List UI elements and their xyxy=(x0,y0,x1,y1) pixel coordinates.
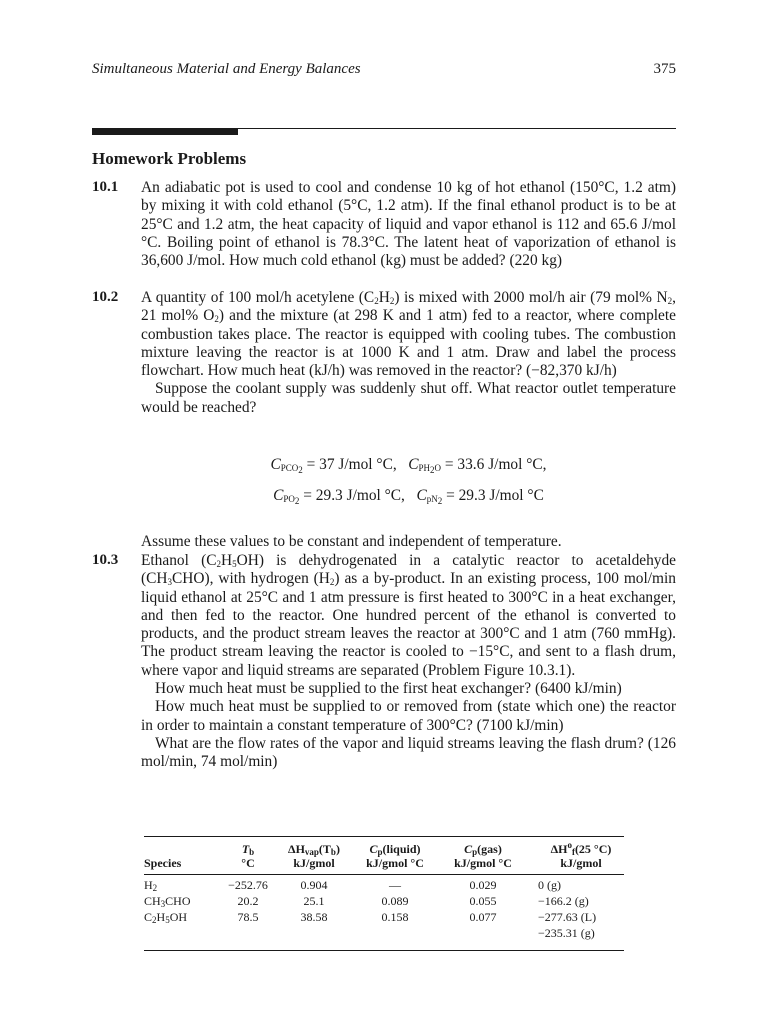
problem-10-3-paragraph-4: What are the flow rates of the vapor and liquid streams leaving the flash drum? (126 mol/min, 74 mol/min) xyxy=(141,734,676,771)
header-cp-gas: $C_p(gas)$ kJ/gmol °C xyxy=(454,842,512,870)
hvap-cell: 25.1 xyxy=(303,894,325,908)
problem-number-10-1: 10.1 xyxy=(92,179,119,195)
table-row xyxy=(144,893,624,909)
header-heat-of-vaporization: $\Delta H_{vap}(T_b)$ kJ/gmol xyxy=(288,842,340,870)
problem-10-3-paragraph-1: Ethanol $(C_2H_5OH)$ is dehydrogenated in a catalytic reactor to acetaldehyde $(CH_3CHO)$, with hydrogen $(H_2)$ as a by-product. In an existing process, 100 mol/min liquid ethanol at 25°C and 1 atm pressure is first heated to 300°C in a heat exchanger, and then fed to the reactor. One hundred percent of the ethanol is converted to products, and the product stream leaves the reactor at 300°C and 1 atm (760 mmHg). The product stream leaving the reactor is cooled to −15°C, and sent to a flash drum, where vapor and liquid streams are separated (Problem Figure 10.3.1). xyxy=(141,552,677,679)
problem-10-1-text xyxy=(141,179,676,270)
species-cell: $CH_3CHO$ xyxy=(144,894,191,909)
header-species: Species xyxy=(144,856,182,870)
problem-10-2-text xyxy=(141,289,676,417)
cp-liquid-cell: 0.158 xyxy=(381,910,409,924)
heat-capacity-equation-2: $C_{PO_2} = 29.3$ J/mol °C, $C_{pN_2} = 29.3$ J/mol °C xyxy=(273,487,544,506)
header-cp-liquid: $C_p(liquid)$ kJ/gmol °C xyxy=(366,842,424,870)
cp-liquid-cell: 0.089 xyxy=(381,894,409,908)
hvap-cell: 38.58 xyxy=(300,910,328,924)
table-bottom-rule xyxy=(144,950,624,951)
problem-10-2-paragraph-3: Assume these values to be constant and independent of temperature. xyxy=(141,533,562,550)
running-head: Simultaneous Material and Energy Balances xyxy=(92,61,361,77)
tb-cell: 78.5 xyxy=(237,910,259,924)
species-cell: $C_2H_5OH$ xyxy=(144,910,188,925)
cp-gas-cell: 0.077 xyxy=(469,910,497,924)
problem-10-2-paragraph-2: Suppose the coolant supply was suddenly shut off. What reactor outlet temperature would be reached? xyxy=(141,380,676,416)
species-cell: $H_2$ xyxy=(144,878,158,893)
tb-cell: −252.76 xyxy=(228,878,268,892)
section-rule-thin xyxy=(238,128,676,129)
properties-table xyxy=(144,842,624,941)
hf-cell: −166.2 (g) xyxy=(538,894,589,908)
problem-number-10-2: 10.2 xyxy=(92,289,119,305)
problem-10-3-paragraph-3: How much heat must be supplied to or removed from (state which one) the reactor in order to maintain a constant temperature of 300°C? (7100 kJ/min) xyxy=(141,698,676,734)
tb-cell: 20.2 xyxy=(237,894,259,908)
section-rule-thick xyxy=(92,128,238,135)
table-row xyxy=(144,909,624,941)
cp-liquid-cell: — xyxy=(389,878,401,892)
problem-10-3-paragraph-2: How much heat must be supplied to the first heat exchanger? (6400 kJ/min) xyxy=(155,680,622,698)
table-top-rule xyxy=(144,836,624,837)
hf-cell: 0 (g) xyxy=(538,878,561,892)
table-header-rule xyxy=(144,874,624,875)
table-row xyxy=(144,877,624,893)
page-number: 375 xyxy=(653,61,676,77)
hf-cell: −277.63 (L) −235.31 (g) xyxy=(538,910,597,940)
section-title: Homework Problems xyxy=(92,149,247,168)
header-heat-of-formation: $\Delta H^o_f(25$ °C) kJ/gmol xyxy=(550,840,612,870)
header-boiling-point: $T_b$ °C xyxy=(241,842,255,870)
problem-10-2-paragraph-1: A quantity of 100 mol/h acetylene $(C_2H_2)$ is mixed with 2000 mol/h air (79 mol% $N_2$, 21 mol% $O_2$) and the mixture (at 298 K and 1 atm) fed to a reactor, where complete combustion takes place. The reactor is equipped with cooling tubes. The combustion mixture leaving the reactor is at 1000 K and 1 atm. Draw and label the process flowchart. How much heat (kJ/h) was removed in the reactor? (−82,370 kJ/h) xyxy=(141,289,676,380)
hvap-cell: 0.904 xyxy=(300,878,328,892)
problem-10-2-text-continued xyxy=(141,533,676,551)
cp-gas-cell: 0.029 xyxy=(469,878,497,892)
heat-capacity-equation-1: $C_{PCO_2} = 37$ J/mol °C, $C_{PH_2O} = 33.6$ J/mol °C, xyxy=(270,456,547,475)
cp-gas-cell: 0.055 xyxy=(469,894,497,908)
problem-10-3-text xyxy=(141,552,676,772)
table-header-row xyxy=(144,842,624,870)
problem-number-10-3: 10.3 xyxy=(92,552,119,568)
problem-10-1-paragraph: An adiabatic pot is used to cool and condense 10 kg of hot ethanol (150°C, 1.2 atm) by mixing it with cold ethanol (5°C, 1.2 atm). If the final ethanol product is to be at 25°C and 1.2 atm, the heat capacity of liquid and vapor ethanol is 112 and 65.6 J/mol °C. Boiling point of ethanol is 78.3°C. The latent heat of vaporization of ethanol is 36,600 J/mol. How much cold ethanol (kg) must be added? (220 kg) xyxy=(141,179,676,270)
